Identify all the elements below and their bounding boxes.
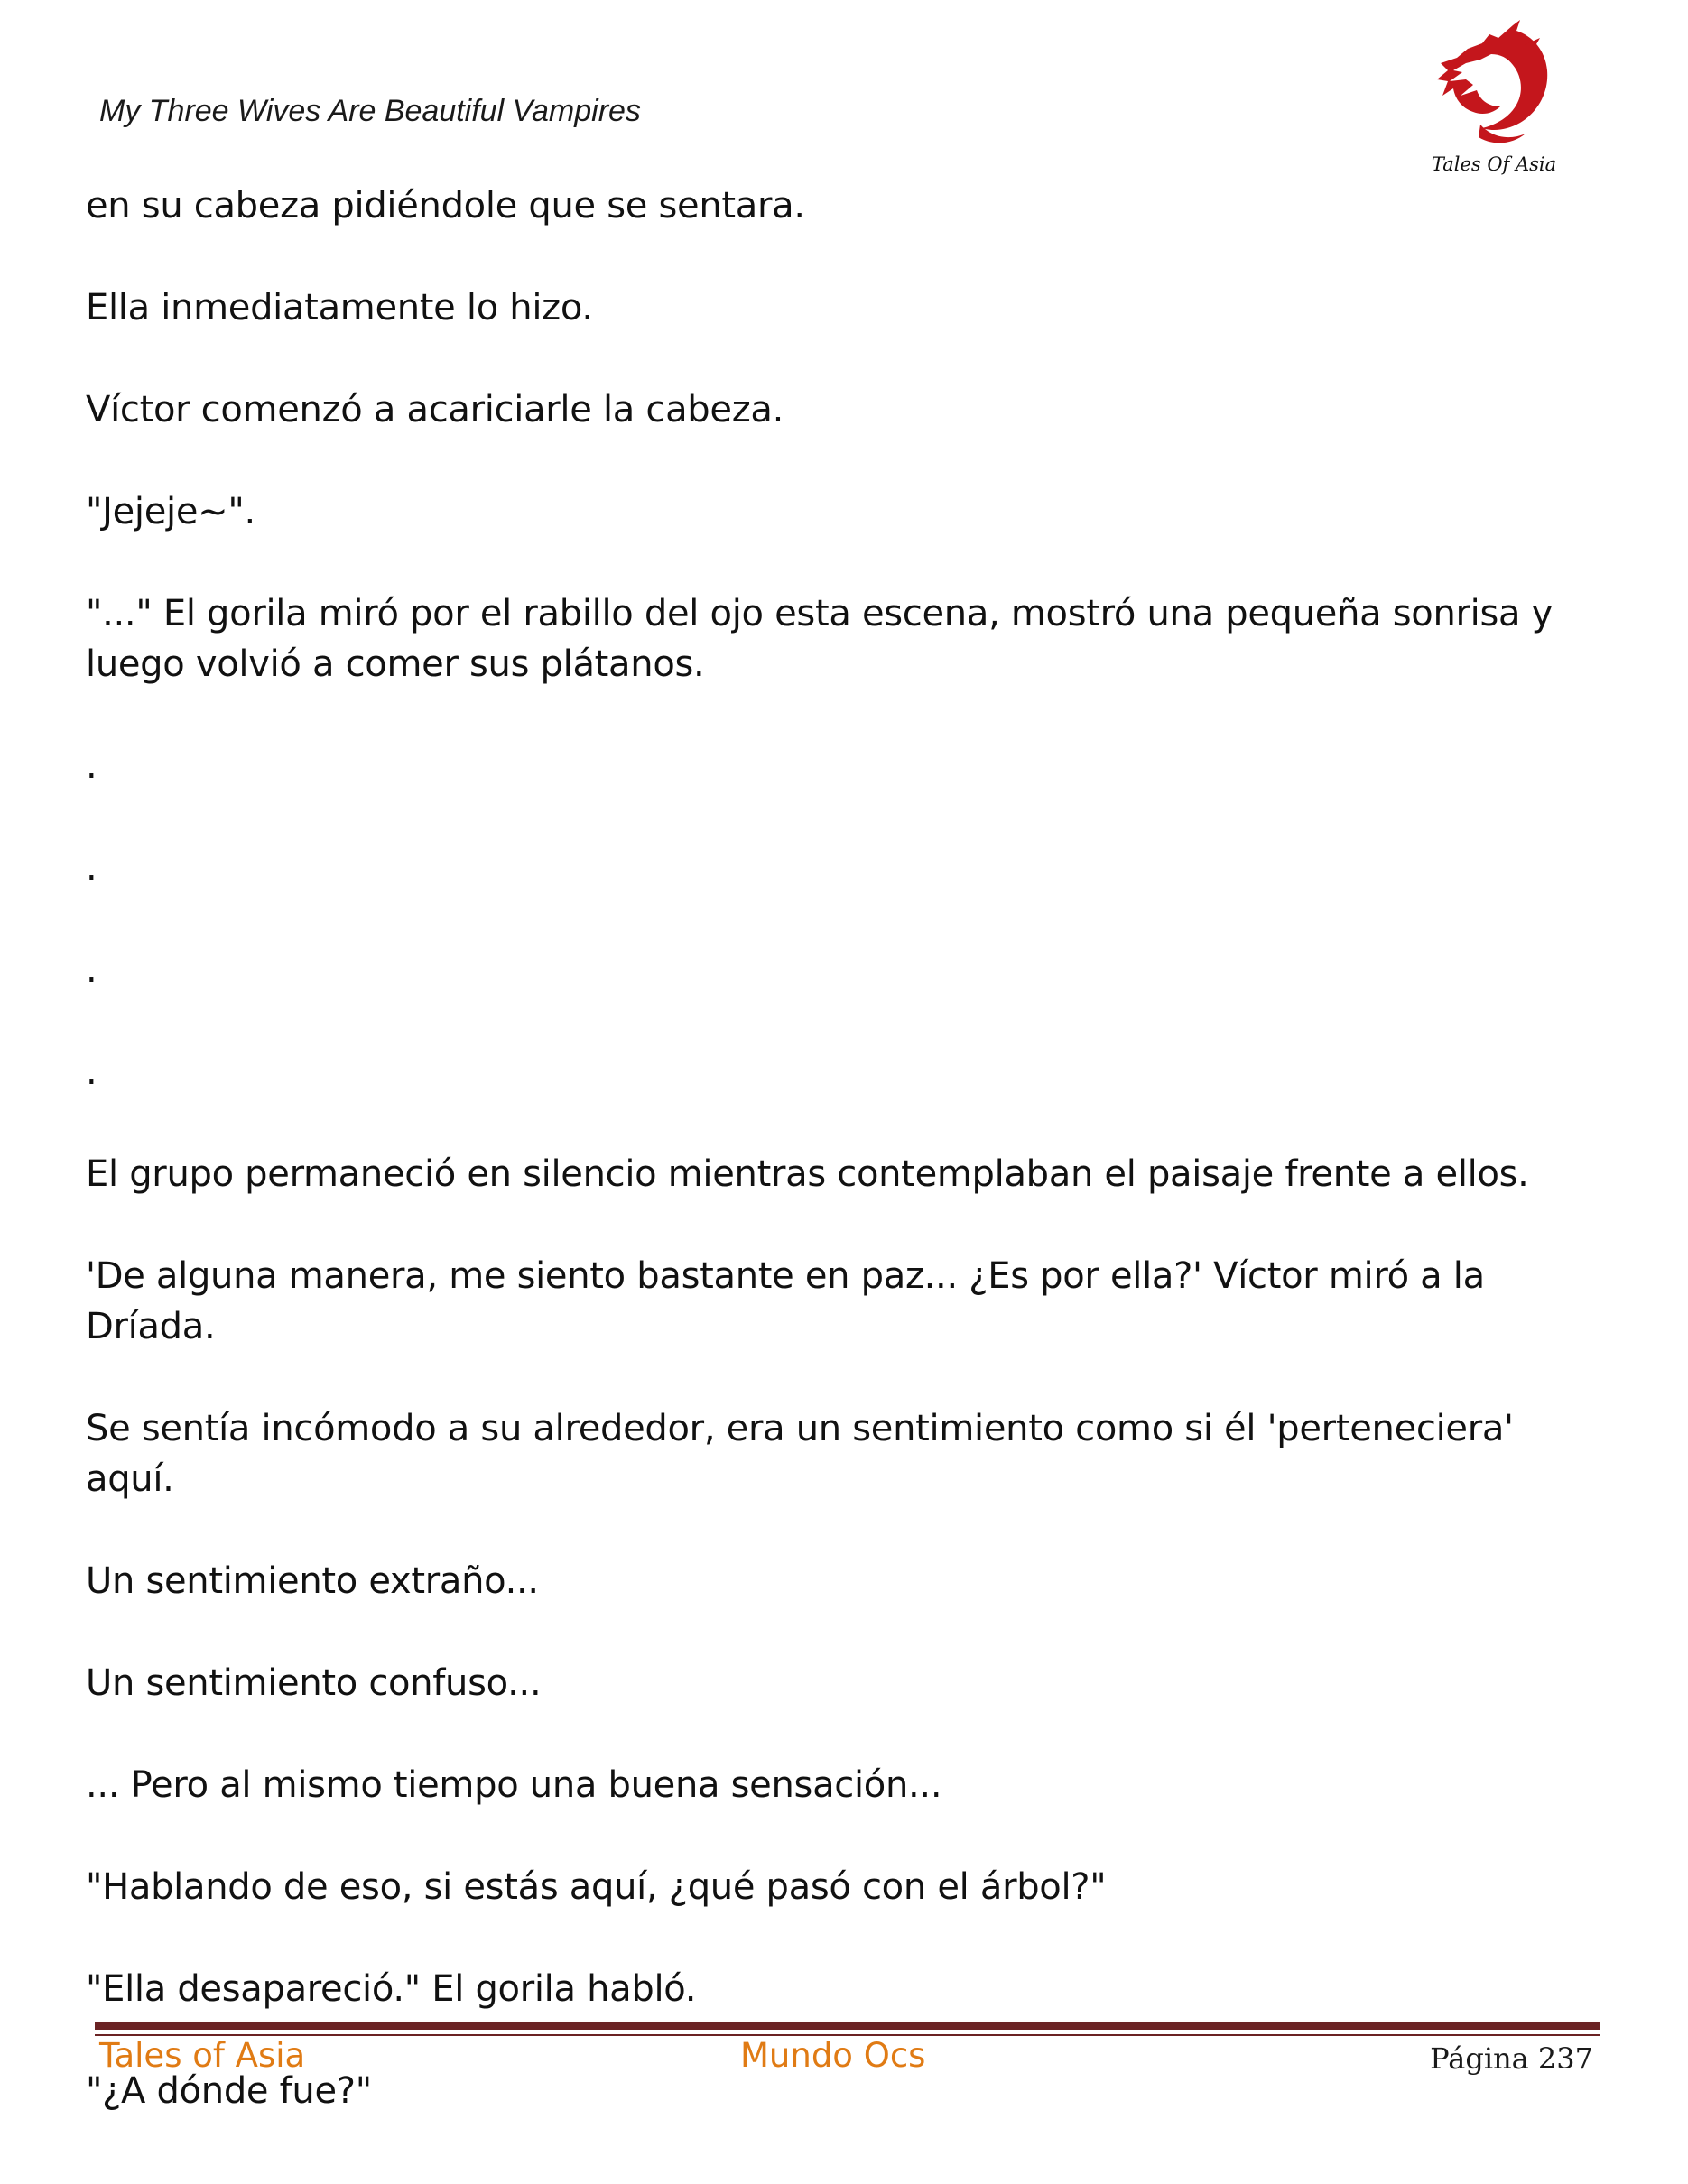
footer-publisher: Tales of Asia [99,2036,306,2075]
chapter-body [86,180,1602,2116]
scene-break-dot: . [86,1051,97,1093]
scene-break-dot: . [86,949,97,991]
scene-break-dot: . [86,847,97,889]
footer-rule [95,2022,1600,2030]
paragraph: Se sentía incómodo a su alrededor, era un sentimiento como si él 'perteneciera' aquí. [86,1408,1514,1500]
paragraph: Un sentimiento confuso... [86,1662,542,1704]
paragraph: 'De alguna manera, me siento bastante en paz... ¿Es por ella?' Víctor miró a la Dríada. [86,1255,1485,1347]
paragraph: "Jejeje~". [86,491,255,532]
red-dragon-icon [1426,18,1562,162]
book-title: My Three Wives Are Beautiful Vampires [99,94,641,128]
paragraph: "Ella desapareció." El gorila habló. [86,1968,697,2010]
paragraph: en su cabeza pidiéndole que se sentara. [86,185,805,227]
logo-text: Tales Of Asia [1431,153,1557,175]
paragraph: Víctor comenzó a acariciarle la cabeza. [86,389,784,430]
paragraph: "Hablando de eso, si estás aquí, ¿qué pasó con el árbol?" [86,1866,1107,1908]
publisher-logo [1426,18,1562,185]
page-number: Página 237 [1430,2041,1593,2076]
footer-section: Mundo Ocs [740,2036,926,2075]
paragraph: "..." El gorila miró por el rabillo del ojo esta escena, mostró una pequeña sonrisa y luego volvió a comer sus plátanos. [86,593,1554,685]
scene-break-dot: . [86,745,97,787]
paragraph: Ella inmediatamente lo hizo. [86,287,593,329]
paragraph: ... Pero al mismo tiempo una buena sensación... [86,1764,942,1806]
paragraph: El grupo permaneció en silencio mientras contemplaban el paisaje frente a ellos. [86,1153,1529,1195]
paragraph: "¿A dónde fue?" [86,2070,372,2112]
paragraph: Un sentimiento extraño... [86,1560,539,1602]
